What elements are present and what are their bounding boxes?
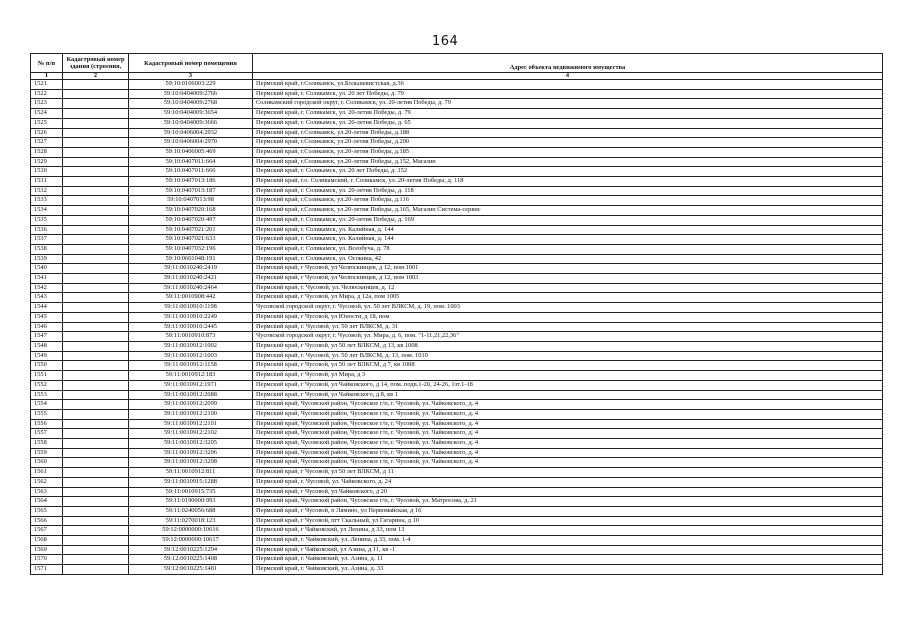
column-number-row <box>31 73 883 80</box>
building-cadastral-cell <box>63 361 129 371</box>
building-cadastral-cell <box>63 235 129 245</box>
address-cell: Пермский край, г Чайковский, ул Ленина, д 33, пом 13 <box>253 526 883 536</box>
building-cadastral-cell <box>63 458 129 468</box>
row-number: 1556 <box>31 419 63 429</box>
premises-cadastral-cell: 59:11:0010912:1003 <box>129 351 253 361</box>
address-cell: Пермский край, г. Соликамск, ул. Всеобуча, д. 78 <box>253 244 883 254</box>
table-row <box>31 526 883 536</box>
row-number: 1538 <box>31 244 63 254</box>
col-number: 3 <box>129 73 253 80</box>
table-row <box>31 89 883 99</box>
address-cell: Пермский край, г Чусовой, п Лямино, ул Первомайская, д 16 <box>253 506 883 516</box>
address-cell: Пермский край, г Чусовой, ул Челюскинцев, д 12, пом 1001 <box>253 264 883 274</box>
building-cadastral-cell <box>63 274 129 284</box>
address-cell: Пермский край, г. Соликамск, ул. 20-летия Победы, д. 79 <box>253 109 883 119</box>
table-row <box>31 390 883 400</box>
row-number: 1551 <box>31 371 63 381</box>
row-number: 1533 <box>31 196 63 206</box>
row-number: 1559 <box>31 448 63 458</box>
building-cadastral-cell <box>63 167 129 177</box>
building-cadastral-cell <box>63 99 129 109</box>
building-cadastral-cell <box>63 215 129 225</box>
premises-cadastral-cell: 59:10:0407032:196 <box>129 244 253 254</box>
row-number: 1534 <box>31 206 63 216</box>
premises-cadastral-cell: 59:10:0407021:633 <box>129 235 253 245</box>
table-row <box>31 380 883 390</box>
premises-cadastral-cell: 59:11:0010912:1002 <box>129 341 253 351</box>
premises-cadastral-cell: 59:11:0010912:2101 <box>129 419 253 429</box>
row-number: 1568 <box>31 536 63 546</box>
row-number: 1521 <box>31 80 63 90</box>
building-cadastral-cell <box>63 400 129 410</box>
address-cell: Чусовской городской округ, г. Чусовой, ул. 50 лет ВЛКСМ, д. 19, пом. 1003 <box>253 303 883 313</box>
row-number: 1557 <box>31 429 63 439</box>
premises-cadastral-cell: 59:10:0407013:98 <box>129 196 253 206</box>
premises-cadastral-cell: 59:10:0407021:201 <box>129 225 253 235</box>
table-row <box>31 254 883 264</box>
address-cell: Пермский край, г.Соликамск, ул.20-летия Победы, д.165, Магазин Система-сервис <box>253 206 883 216</box>
address-cell: Пермский край, Чусовской район, Чусовское г/п, г. Чусовой, ул. Чайковского, д. 4 <box>253 419 883 429</box>
table-row <box>31 244 883 254</box>
table-row <box>31 341 883 351</box>
premises-cadastral-cell: 59:11:0010912:3206 <box>129 448 253 458</box>
row-number: 1548 <box>31 341 63 351</box>
premises-cadastral-cell: 59:11:0010912:2100 <box>129 409 253 419</box>
row-number: 1564 <box>31 497 63 507</box>
premises-cadastral-cell: 59:11:0010240:2419 <box>129 264 253 274</box>
building-cadastral-cell <box>63 371 129 381</box>
building-cadastral-cell <box>63 109 129 119</box>
building-cadastral-cell <box>63 244 129 254</box>
building-cadastral-cell <box>63 419 129 429</box>
address-cell: Пермский край, г. Соликамск, ул. Калийная, д. 144 <box>253 225 883 235</box>
premises-cadastral-cell: 59:11:0010910:873 <box>129 332 253 342</box>
address-cell: Пермский край, г.Соликамск, ул.20-летия Победы, д.188 <box>253 128 883 138</box>
address-cell: Пермский край, г Чусовой, ул Чайковского, д 14, пом. подв.1-20, 24-26, 1эт.1-18 <box>253 380 883 390</box>
building-cadastral-cell <box>63 332 129 342</box>
address-cell: Пермский край, г.о. Соликамский, г. Соликамск, ул. 20-летия Победы, д. 118 <box>253 177 883 187</box>
row-number: 1566 <box>31 516 63 526</box>
address-cell: Пермский край, г. Чусовой, ул. 50 лет ВЛКСМ, д. 13, пом. 1010 <box>253 351 883 361</box>
building-cadastral-cell <box>63 206 129 216</box>
table-row <box>31 458 883 468</box>
address-cell: Пермский край, Чусовской район, Чусовское г/п, г. Чусовой, ул. Чайковского, д. 4 <box>253 439 883 449</box>
row-number: 1535 <box>31 215 63 225</box>
table-row <box>31 283 883 293</box>
building-cadastral-cell <box>63 526 129 536</box>
building-cadastral-cell <box>63 293 129 303</box>
address-cell: Пермский край, г Чусовой, ул 50 лет ВЛКСМ, д 11 <box>253 468 883 478</box>
building-cadastral-cell <box>63 177 129 187</box>
table-row <box>31 99 883 109</box>
property-table <box>30 53 883 575</box>
address-cell: Пермский край, г. Чайковский, ул. Азина, д. 33 <box>253 565 883 575</box>
building-cadastral-cell <box>63 545 129 555</box>
address-cell: Пермский край, г. Чусовой, ул. Челюскинцев, д. 12 <box>253 283 883 293</box>
row-number: 1565 <box>31 506 63 516</box>
building-cadastral-cell <box>63 506 129 516</box>
table-row <box>31 565 883 575</box>
table-row <box>31 138 883 148</box>
building-cadastral-cell <box>63 303 129 313</box>
address-cell: Пермский край, г. Чусовой, ул. Чайковского, д. 24 <box>253 477 883 487</box>
premises-cadastral-cell: 59:11:0010912:2099 <box>129 400 253 410</box>
table-row <box>31 516 883 526</box>
row-number: 1567 <box>31 526 63 536</box>
building-cadastral-cell <box>63 555 129 565</box>
building-cadastral-cell <box>63 322 129 332</box>
premises-cadastral-cell: 59:11:0010912:1971 <box>129 380 253 390</box>
building-cadastral-cell <box>63 341 129 351</box>
premises-cadastral-cell: 59:10:0407011:664 <box>129 157 253 167</box>
table-row <box>31 206 883 216</box>
premises-cadastral-cell: 59:10:0407020:168 <box>129 206 253 216</box>
address-cell: Пермский край, г Чусовой, ул Юности, д 18, пом <box>253 312 883 322</box>
building-cadastral-cell <box>63 264 129 274</box>
address-cell: Пермский край, г Чусовой, пгт Скальный, ул Гагарина, д 10 <box>253 516 883 526</box>
address-cell: Пермский край, г.Соликамск, ул.20-летия Победы, д.152, Магазин <box>253 157 883 167</box>
table-row <box>31 235 883 245</box>
table-row <box>31 506 883 516</box>
address-cell: Пермский край, Чусовской район, Чусовское г/п, г. Чусовой, ул. Матросова, д. 21 <box>253 497 883 507</box>
table-row <box>31 196 883 206</box>
address-cell: Пермский край, г Чусовой, ул 50 лет ВЛКСМ, д 13, кв 1008 <box>253 341 883 351</box>
address-cell: Пермский край, Чусовской район, Чусовское г/п, г. Чусовой, ул. Чайковского, д. 4 <box>253 400 883 410</box>
address-cell: Пермский край, г.Соликамск, ул.20-летия Победы, д.185 <box>253 147 883 157</box>
building-cadastral-cell <box>63 283 129 293</box>
row-number: 1523 <box>31 99 63 109</box>
table-row <box>31 477 883 487</box>
row-number: 1562 <box>31 477 63 487</box>
building-cadastral-cell <box>63 80 129 90</box>
table-row <box>31 215 883 225</box>
premises-cadastral-cell: 59:11:0010915:735 <box>129 487 253 497</box>
building-cadastral-cell <box>63 147 129 157</box>
table-row <box>31 332 883 342</box>
row-number: 1536 <box>31 225 63 235</box>
header-num: № п/п <box>31 54 63 73</box>
premises-cadastral-cell: 59:12:0000000:10616 <box>129 526 253 536</box>
row-number: 1553 <box>31 390 63 400</box>
address-cell: Пермский край, г Чусовой, ул Чайковского, д 8, кв 1 <box>253 390 883 400</box>
building-cadastral-cell <box>63 487 129 497</box>
building-cadastral-cell <box>63 536 129 546</box>
col-number: 2 <box>63 73 129 80</box>
building-cadastral-cell <box>63 516 129 526</box>
address-cell: Пермский край, г. Чайковский, ул. Азина, д. 11 <box>253 555 883 565</box>
address-cell: Пермский край, г Чусовой, ул Челюскинцев, д 12, пом 1003 <box>253 274 883 284</box>
address-cell: Пермский край, г. Соликамск, ул. Калийная, д. 144 <box>253 235 883 245</box>
row-number: 1549 <box>31 351 63 361</box>
address-cell: Пермский край, Чусовской район, Чусовское г/п, г. Чусовой, ул. Чайковского, д. 4 <box>253 409 883 419</box>
table-row <box>31 274 883 284</box>
table-header-row <box>31 54 883 73</box>
building-cadastral-cell <box>63 157 129 167</box>
premises-cadastral-cell: 59:10:0407020:497 <box>129 215 253 225</box>
table-row <box>31 400 883 410</box>
building-cadastral-cell <box>63 351 129 361</box>
row-number: 1555 <box>31 409 63 419</box>
table-row <box>31 448 883 458</box>
row-number: 1526 <box>31 128 63 138</box>
row-number: 1547 <box>31 332 63 342</box>
table-row <box>31 419 883 429</box>
premises-cadastral-cell: 59:11:0240056:688 <box>129 506 253 516</box>
address-cell: Пермский край, г. Чусовой, ул. 50 лет ВЛКСМ, д. 31 <box>253 322 883 332</box>
row-number: 1531 <box>31 177 63 187</box>
premises-cadastral-cell: 59:11:0010910:2445 <box>129 322 253 332</box>
address-cell: Пермский край, Чусовской район, Чусовское г/п, г. Чусовой, ул. Чайковского, д. 4 <box>253 429 883 439</box>
building-cadastral-cell <box>63 497 129 507</box>
address-cell: Пермский край, г. Соликамск, ул. 20-летия Победы, д. 169 <box>253 215 883 225</box>
building-cadastral-cell <box>63 312 129 322</box>
row-number: 1532 <box>31 186 63 196</box>
building-cadastral-cell <box>63 138 129 148</box>
premises-cadastral-cell: 59:12:0010225:1294 <box>129 545 253 555</box>
address-cell: Соликамский городской округ, г. Соликамск, ул. 20-летия Победы, д. 79 <box>253 99 883 109</box>
address-cell: Пермский край, г.Соликамск, ул.Большевистская, д.36 <box>253 80 883 90</box>
row-number: 1525 <box>31 118 63 128</box>
row-number: 1561 <box>31 468 63 478</box>
row-number: 1539 <box>31 254 63 264</box>
table-row <box>31 118 883 128</box>
building-cadastral-cell <box>63 128 129 138</box>
address-cell: Пермский край, г.Соликамск, ул.20-летия Победы, д.200 <box>253 138 883 148</box>
building-cadastral-cell <box>63 477 129 487</box>
table-row <box>31 186 883 196</box>
table-row <box>31 487 883 497</box>
premises-cadastral-cell: 59:11:0010912:2102 <box>129 429 253 439</box>
row-number: 1571 <box>31 565 63 575</box>
address-cell: Пермский край, г Чусовой, ул Мира, д 3 <box>253 371 883 381</box>
row-number: 1558 <box>31 439 63 449</box>
table-row <box>31 351 883 361</box>
building-cadastral-cell <box>63 118 129 128</box>
table-row <box>31 497 883 507</box>
building-cadastral-cell <box>63 565 129 575</box>
row-number: 1528 <box>31 147 63 157</box>
row-number: 1546 <box>31 322 63 332</box>
address-cell: Чусовской городской округ, г. Чусовой, ул. Мира, д. 6, пом. "1-11,21,22,36" <box>253 332 883 342</box>
table-row <box>31 303 883 313</box>
building-cadastral-cell <box>63 409 129 419</box>
table-row <box>31 322 883 332</box>
premises-cadastral-cell: 59:11:0010912:3208 <box>129 458 253 468</box>
row-number: 1530 <box>31 167 63 177</box>
table-row <box>31 293 883 303</box>
premises-cadastral-cell: 59:12:0000000:10617 <box>129 536 253 546</box>
premises-cadastral-cell: 59:10:0407011:666 <box>129 167 253 177</box>
table-body <box>31 80 883 575</box>
premises-cadastral-cell: 59:10:0407013:186 <box>129 177 253 187</box>
address-cell: Пермский край, г Чайковский, ул Азина, д 11, кв -1 <box>253 545 883 555</box>
premises-cadastral-cell: 59:10:0106003:229 <box>129 80 253 90</box>
row-number: 1570 <box>31 555 63 565</box>
row-number: 1543 <box>31 293 63 303</box>
premises-cadastral-cell: 59:11:0010915:1288 <box>129 477 253 487</box>
address-cell: Пермский край, г Чусовой, ул Чайковского, д 20 <box>253 487 883 497</box>
col-number: 4 <box>253 73 883 80</box>
premises-cadastral-cell: 59:11:0010910:2249 <box>129 312 253 322</box>
building-cadastral-cell <box>63 380 129 390</box>
table-row <box>31 555 883 565</box>
premises-cadastral-cell: 59:10:0404009:3654 <box>129 109 253 119</box>
premises-cadastral-cell: 59:11:0270018:123 <box>129 516 253 526</box>
table-row <box>31 167 883 177</box>
premises-cadastral-cell: 59:11:0010912:183 <box>129 371 253 381</box>
building-cadastral-cell <box>63 89 129 99</box>
row-number: 1541 <box>31 274 63 284</box>
building-cadastral-cell <box>63 429 129 439</box>
address-cell: Пермский край, г Чусовой, ул Мира, д 12а, пом 1005 <box>253 293 883 303</box>
building-cadastral-cell <box>63 186 129 196</box>
premises-cadastral-cell: 59:10:0406004:2970 <box>129 138 253 148</box>
table-row <box>31 80 883 90</box>
address-cell: Пермский край, г. Чайковский, ул. Ленина, д.33, пом. 1-4 <box>253 536 883 546</box>
table-row <box>31 545 883 555</box>
premises-cadastral-cell: 59:11:0190000:993 <box>129 497 253 507</box>
premises-cadastral-cell: 59:11:0010912:3205 <box>129 439 253 449</box>
header-address: Адрес объекта недвижимого имущества <box>253 54 883 73</box>
premises-cadastral-cell: 59:11:0010912:811 <box>129 468 253 478</box>
table-row <box>31 439 883 449</box>
premises-cadastral-cell: 59:11:0010912:1158 <box>129 361 253 371</box>
building-cadastral-cell <box>63 448 129 458</box>
premises-cadastral-cell: 59:10:0404009:3666 <box>129 118 253 128</box>
building-cadastral-cell <box>63 468 129 478</box>
row-number: 1542 <box>31 283 63 293</box>
header-premises-cadastral: Кадастровый номер помещения <box>129 54 253 73</box>
premises-cadastral-cell: 59:11:0010908:442 <box>129 293 253 303</box>
premises-cadastral-cell: 59:10:0406005:469 <box>129 147 253 157</box>
row-number: 1540 <box>31 264 63 274</box>
premises-cadastral-cell: 59:10:0406004:2932 <box>129 128 253 138</box>
table-row <box>31 128 883 138</box>
address-cell: Пермский край, г. Соликамск, ул. 20 лет Победы, д. 152 <box>253 167 883 177</box>
table-row <box>31 409 883 419</box>
table-row <box>31 468 883 478</box>
address-cell: Пермский край, г. Соликамск, ул. 20 лет Победы, д. 79 <box>253 89 883 99</box>
building-cadastral-cell <box>63 196 129 206</box>
address-cell: Пермский край, г.Соликамск, ул.20-летия Победы, д.116 <box>253 196 883 206</box>
page-number: 164 <box>432 34 459 49</box>
table-row <box>31 225 883 235</box>
table-row <box>31 361 883 371</box>
premises-cadastral-cell: 59:10:0601048:191 <box>129 254 253 264</box>
row-number: 1537 <box>31 235 63 245</box>
row-number: 1550 <box>31 361 63 371</box>
row-number: 1529 <box>31 157 63 167</box>
row-number: 1560 <box>31 458 63 468</box>
col-number: 1 <box>31 73 63 80</box>
address-cell: Пермский край, Чусовской район, Чусовское г/п, г. Чусовой, ул. Чайковского, д. 4 <box>253 448 883 458</box>
row-number: 1524 <box>31 109 63 119</box>
building-cadastral-cell <box>63 254 129 264</box>
address-cell: Пермский край, Чусовской район, Чусовское г/п, г. Чусовой, ул. Чайковского, д. 4 <box>253 458 883 468</box>
building-cadastral-cell <box>63 225 129 235</box>
address-cell: Пермский край, г. Соликамск, ул. 20-летия Победы, д. 118 <box>253 186 883 196</box>
row-number: 1563 <box>31 487 63 497</box>
address-cell: Пермский край, г Чусовой, ул 50 лет ВЛКСМ, д 7, кв 1008 <box>253 361 883 371</box>
table-row <box>31 429 883 439</box>
table-row <box>31 109 883 119</box>
table-row <box>31 147 883 157</box>
premises-cadastral-cell: 59:12:0010225:1481 <box>129 565 253 575</box>
row-number: 1544 <box>31 303 63 313</box>
premises-cadastral-cell: 59:10:0404009:2766 <box>129 89 253 99</box>
table-row <box>31 157 883 167</box>
row-number: 1552 <box>31 380 63 390</box>
building-cadastral-cell <box>63 390 129 400</box>
premises-cadastral-cell: 59:11:0010240:2464 <box>129 283 253 293</box>
row-number: 1527 <box>31 138 63 148</box>
premises-cadastral-cell: 59:10:0407013:187 <box>129 186 253 196</box>
table-row <box>31 536 883 546</box>
table-row <box>31 177 883 187</box>
row-number: 1569 <box>31 545 63 555</box>
premises-cadastral-cell: 59:11:0010910:1198 <box>129 303 253 313</box>
address-cell: Пермский край, г. Соликамск, ул. 20-летия Победы, д. 65 <box>253 118 883 128</box>
premises-cadastral-cell: 59:11:0010912:2088 <box>129 390 253 400</box>
table-row <box>31 371 883 381</box>
table-row <box>31 264 883 274</box>
row-number: 1522 <box>31 89 63 99</box>
premises-cadastral-cell: 59:10:0404009:2768 <box>129 99 253 109</box>
table-row <box>31 312 883 322</box>
row-number: 1545 <box>31 312 63 322</box>
building-cadastral-cell <box>63 439 129 449</box>
row-number: 1554 <box>31 400 63 410</box>
address-cell: Пермский край, г. Соликамск, ул. Осокина, 42 <box>253 254 883 264</box>
premises-cadastral-cell: 59:11:0010240:2421 <box>129 274 253 284</box>
header-building-cadastral: Кадастровый номер здания (строения, <box>63 54 129 73</box>
premises-cadastral-cell: 59:12:0010225:1408 <box>129 555 253 565</box>
